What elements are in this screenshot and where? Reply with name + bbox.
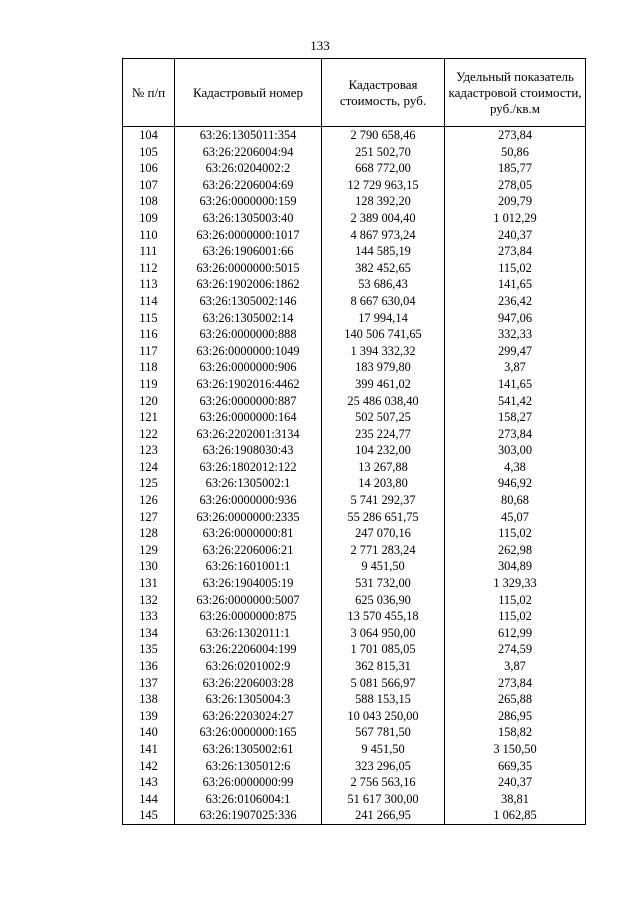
table-row	[123, 144, 586, 161]
table-row	[123, 509, 586, 526]
row-number-cell: 138	[123, 691, 175, 708]
row-number-cell: 113	[123, 276, 175, 293]
table-row	[123, 807, 586, 824]
cadastral-number-cell: 63:26:0106004:1	[175, 791, 322, 808]
cadastral-number-cell: 63:26:0000000:887	[175, 393, 322, 410]
table-row	[123, 575, 586, 592]
cadastral-value-cell: 53 686,43	[322, 276, 445, 293]
specific-indicator-cell: 541,42	[445, 393, 586, 410]
cadastral-value-cell: 502 507,25	[322, 409, 445, 426]
cadastral-number-cell: 63:26:2202001:3134	[175, 426, 322, 443]
cadastral-value-cell: 323 296,05	[322, 758, 445, 775]
cadastral-value-cell: 128 392,20	[322, 193, 445, 210]
cadastral-number-cell: 63:26:0000000:159	[175, 193, 322, 210]
specific-indicator-cell: 299,47	[445, 343, 586, 360]
row-number-cell: 104	[123, 127, 175, 144]
row-number-cell: 123	[123, 442, 175, 459]
cadastral-number-cell: 63:26:1906001:66	[175, 243, 322, 260]
cadastral-number-cell: 63:26:1305002:146	[175, 293, 322, 310]
cadastral-number-cell: 63:26:0000000:906	[175, 359, 322, 376]
table-row	[123, 658, 586, 675]
table-row	[123, 193, 586, 210]
table-row	[123, 177, 586, 194]
cadastral-number-cell: 63:26:1305011:354	[175, 127, 322, 144]
cadastral-value-cell: 3 064 950,00	[322, 625, 445, 642]
cadastral-value-cell: 668 772,00	[322, 160, 445, 177]
cadastral-value-cell: 13 267,88	[322, 459, 445, 476]
specific-indicator-cell: 265,88	[445, 691, 586, 708]
cadastral-number-cell: 63:26:1305003:40	[175, 210, 322, 227]
row-number-cell: 127	[123, 509, 175, 526]
cadastral-number-cell: 63:26:0000000:5007	[175, 592, 322, 609]
table-row	[123, 326, 586, 343]
cadastral-value-cell: 5 741 292,37	[322, 492, 445, 509]
row-number-cell: 145	[123, 807, 175, 824]
table-row	[123, 409, 586, 426]
row-number-cell: 105	[123, 144, 175, 161]
row-number-cell: 140	[123, 724, 175, 741]
table-row	[123, 774, 586, 791]
row-number-cell: 109	[123, 210, 175, 227]
table-row	[123, 641, 586, 658]
table-row	[123, 243, 586, 260]
specific-indicator-cell: 141,65	[445, 276, 586, 293]
specific-indicator-cell: 240,37	[445, 774, 586, 791]
table-row	[123, 376, 586, 393]
cadastral-value-cell: 2 790 658,46	[322, 127, 445, 144]
specific-indicator-cell: 38,81	[445, 791, 586, 808]
row-number-cell: 107	[123, 177, 175, 194]
specific-indicator-cell: 274,59	[445, 641, 586, 658]
cadastral-number-cell: 63:26:0000000:164	[175, 409, 322, 426]
row-number-cell: 110	[123, 227, 175, 244]
cadastral-value-cell: 399 461,02	[322, 376, 445, 393]
cadastral-number-cell: 63:26:0000000:5015	[175, 260, 322, 277]
cadastral-value-cell: 1 394 332,32	[322, 343, 445, 360]
header-cadastral-value: Кадастровая стоимость, руб.	[322, 59, 445, 127]
specific-indicator-cell: 3 150,50	[445, 741, 586, 758]
row-number-cell: 131	[123, 575, 175, 592]
specific-indicator-cell: 141,65	[445, 376, 586, 393]
row-number-cell: 135	[123, 641, 175, 658]
table-row	[123, 310, 586, 327]
cadastral-value-cell: 567 781,50	[322, 724, 445, 741]
row-number-cell: 134	[123, 625, 175, 642]
table-row	[123, 359, 586, 376]
row-number-cell: 112	[123, 260, 175, 277]
cadastral-number-cell: 63:26:1601001:1	[175, 558, 322, 575]
table-row	[123, 260, 586, 277]
row-number-cell: 125	[123, 475, 175, 492]
table-row	[123, 475, 586, 492]
cadastral-number-cell: 63:26:1902016:4462	[175, 376, 322, 393]
row-number-cell: 117	[123, 343, 175, 360]
cadastral-value-cell: 5 081 566,97	[322, 675, 445, 692]
cadastral-number-cell: 63:26:0000000:165	[175, 724, 322, 741]
table-row	[123, 127, 586, 144]
specific-indicator-cell: 286,95	[445, 708, 586, 725]
cadastral-number-cell: 63:26:0000000:81	[175, 525, 322, 542]
row-number-cell: 130	[123, 558, 175, 575]
specific-indicator-cell: 240,37	[445, 227, 586, 244]
specific-indicator-cell: 158,27	[445, 409, 586, 426]
cadastral-number-cell: 63:26:1907025:336	[175, 807, 322, 824]
row-number-cell: 128	[123, 525, 175, 542]
header-specific-indicator: Удельный показатель кадастровой стоимости, руб./кв.м	[445, 59, 586, 127]
specific-indicator-cell: 185,77	[445, 160, 586, 177]
row-number-cell: 124	[123, 459, 175, 476]
table-row	[123, 293, 586, 310]
cadastral-value-cell: 2 771 283,24	[322, 542, 445, 559]
cadastral-value-cell: 382 452,65	[322, 260, 445, 277]
cadastral-number-cell: 63:26:2206003:28	[175, 675, 322, 692]
specific-indicator-cell: 273,84	[445, 127, 586, 144]
cadastral-value-cell: 8 667 630,04	[322, 293, 445, 310]
table-row	[123, 625, 586, 642]
cadastral-value-cell: 104 232,00	[322, 442, 445, 459]
cadastral-value-cell: 531 732,00	[322, 575, 445, 592]
table-row	[123, 459, 586, 476]
cadastral-number-cell: 63:26:1302011:1	[175, 625, 322, 642]
cadastral-number-cell: 63:26:1305002:1	[175, 475, 322, 492]
cadastral-value-cell: 9 451,50	[322, 741, 445, 758]
specific-indicator-cell: 115,02	[445, 608, 586, 625]
specific-indicator-cell: 612,99	[445, 625, 586, 642]
row-number-cell: 137	[123, 675, 175, 692]
row-number-cell: 121	[123, 409, 175, 426]
row-number-cell: 126	[123, 492, 175, 509]
row-number-cell: 133	[123, 608, 175, 625]
table-row	[123, 592, 586, 609]
cadastral-value-cell: 235 224,77	[322, 426, 445, 443]
cadastral-number-cell: 63:26:0204002:2	[175, 160, 322, 177]
row-number-cell: 108	[123, 193, 175, 210]
cadastral-number-cell: 63:26:2206004:94	[175, 144, 322, 161]
table-row	[123, 442, 586, 459]
cadastral-number-cell: 63:26:0000000:1049	[175, 343, 322, 360]
specific-indicator-cell: 304,89	[445, 558, 586, 575]
header-num: № п/п	[123, 59, 175, 127]
row-number-cell: 111	[123, 243, 175, 260]
table-row	[123, 492, 586, 509]
table-row	[123, 160, 586, 177]
cadastral-value-cell: 588 153,15	[322, 691, 445, 708]
cadastral-value-cell: 4 867 973,24	[322, 227, 445, 244]
row-number-cell: 143	[123, 774, 175, 791]
specific-indicator-cell: 947,06	[445, 310, 586, 327]
row-number-cell: 114	[123, 293, 175, 310]
cadastral-value-cell: 55 286 651,75	[322, 509, 445, 526]
cadastral-value-cell: 12 729 963,15	[322, 177, 445, 194]
specific-indicator-cell: 278,05	[445, 177, 586, 194]
specific-indicator-cell: 50,86	[445, 144, 586, 161]
cadastral-value-cell: 17 994,14	[322, 310, 445, 327]
cadastral-value-cell: 144 585,19	[322, 243, 445, 260]
row-number-cell: 132	[123, 592, 175, 609]
header-cadastral-number: Кадастровый номер	[175, 59, 322, 127]
table-body	[123, 127, 586, 825]
cadastral-value-cell: 2 756 563,16	[322, 774, 445, 791]
table-row	[123, 608, 586, 625]
cadastral-number-cell: 63:26:1904005:19	[175, 575, 322, 592]
cadastral-value-cell: 51 617 300,00	[322, 791, 445, 808]
table-row	[123, 525, 586, 542]
row-number-cell: 106	[123, 160, 175, 177]
table-row	[123, 343, 586, 360]
table-row	[123, 691, 586, 708]
specific-indicator-cell: 115,02	[445, 260, 586, 277]
cadastral-number-cell: 63:26:1305004:3	[175, 691, 322, 708]
cadastral-value-cell: 251 502,70	[322, 144, 445, 161]
cadastral-value-cell: 625 036,90	[322, 592, 445, 609]
row-number-cell: 120	[123, 393, 175, 410]
cadastral-value-cell: 362 815,31	[322, 658, 445, 675]
cadastral-table	[122, 58, 586, 825]
cadastral-value-cell: 25 486 038,40	[322, 393, 445, 410]
table-row	[123, 675, 586, 692]
cadastral-number-cell: 63:26:1305002:61	[175, 741, 322, 758]
cadastral-number-cell: 63:26:1908030:43	[175, 442, 322, 459]
table-row	[123, 542, 586, 559]
cadastral-number-cell: 63:26:1305012:6	[175, 758, 322, 775]
cadastral-number-cell: 63:26:0000000:99	[175, 774, 322, 791]
row-number-cell: 144	[123, 791, 175, 808]
specific-indicator-cell: 80,68	[445, 492, 586, 509]
cadastral-number-cell: 63:26:0000000:936	[175, 492, 322, 509]
specific-indicator-cell: 946,92	[445, 475, 586, 492]
specific-indicator-cell: 115,02	[445, 525, 586, 542]
cadastral-number-cell: 63:26:0000000:2335	[175, 509, 322, 526]
specific-indicator-cell: 3,87	[445, 658, 586, 675]
cadastral-value-cell: 1 701 085,05	[322, 641, 445, 658]
cadastral-value-cell: 9 451,50	[322, 558, 445, 575]
table-row	[123, 741, 586, 758]
table-header	[123, 59, 586, 127]
specific-indicator-cell: 273,84	[445, 243, 586, 260]
cadastral-number-cell: 63:26:1902006:1862	[175, 276, 322, 293]
specific-indicator-cell: 115,02	[445, 592, 586, 609]
row-number-cell: 119	[123, 376, 175, 393]
table-row	[123, 758, 586, 775]
page-number: 133	[310, 38, 330, 53]
specific-indicator-cell: 4,38	[445, 459, 586, 476]
cadastral-value-cell: 183 979,80	[322, 359, 445, 376]
cadastral-number-cell: 63:26:1802012:122	[175, 459, 322, 476]
header-row	[123, 59, 586, 127]
table-row	[123, 791, 586, 808]
row-number-cell: 118	[123, 359, 175, 376]
cadastral-number-cell: 63:26:0000000:1017	[175, 227, 322, 244]
specific-indicator-cell: 3,87	[445, 359, 586, 376]
cadastral-number-cell: 63:26:2203024:27	[175, 708, 322, 725]
specific-indicator-cell: 158,82	[445, 724, 586, 741]
cadastral-value-cell: 241 266,95	[322, 807, 445, 824]
specific-indicator-cell: 1 329,33	[445, 575, 586, 592]
cadastral-number-cell: 63:26:2206004:69	[175, 177, 322, 194]
cadastral-value-cell: 10 043 250,00	[322, 708, 445, 725]
row-number-cell: 122	[123, 426, 175, 443]
table-row	[123, 558, 586, 575]
specific-indicator-cell: 669,35	[445, 758, 586, 775]
specific-indicator-cell: 1 062,85	[445, 807, 586, 824]
specific-indicator-cell: 1 012,29	[445, 210, 586, 227]
table-row	[123, 210, 586, 227]
specific-indicator-cell: 332,33	[445, 326, 586, 343]
cadastral-number-cell: 63:26:1305002:14	[175, 310, 322, 327]
specific-indicator-cell: 303,00	[445, 442, 586, 459]
row-number-cell: 129	[123, 542, 175, 559]
row-number-cell: 142	[123, 758, 175, 775]
cadastral-value-cell: 140 506 741,65	[322, 326, 445, 343]
specific-indicator-cell: 236,42	[445, 293, 586, 310]
specific-indicator-cell: 273,84	[445, 426, 586, 443]
specific-indicator-cell: 273,84	[445, 675, 586, 692]
table-row	[123, 227, 586, 244]
cadastral-value-cell: 2 389 004,40	[322, 210, 445, 227]
row-number-cell: 139	[123, 708, 175, 725]
specific-indicator-cell: 45,07	[445, 509, 586, 526]
table-row	[123, 426, 586, 443]
cadastral-value-cell: 14 203,80	[322, 475, 445, 492]
cadastral-value-cell: 13 570 455,18	[322, 608, 445, 625]
row-number-cell: 116	[123, 326, 175, 343]
specific-indicator-cell: 209,79	[445, 193, 586, 210]
table-row	[123, 724, 586, 741]
table-row	[123, 708, 586, 725]
table-row	[123, 393, 586, 410]
cadastral-value-cell: 247 070,16	[322, 525, 445, 542]
cadastral-number-cell: 63:26:0000000:888	[175, 326, 322, 343]
row-number-cell: 136	[123, 658, 175, 675]
row-number-cell: 115	[123, 310, 175, 327]
row-number-cell: 141	[123, 741, 175, 758]
table-row	[123, 276, 586, 293]
cadastral-number-cell: 63:26:2206004:199	[175, 641, 322, 658]
specific-indicator-cell: 262,98	[445, 542, 586, 559]
cadastral-number-cell: 63:26:0201002:9	[175, 658, 322, 675]
cadastral-number-cell: 63:26:0000000:875	[175, 608, 322, 625]
cadastral-number-cell: 63:26:2206006:21	[175, 542, 322, 559]
